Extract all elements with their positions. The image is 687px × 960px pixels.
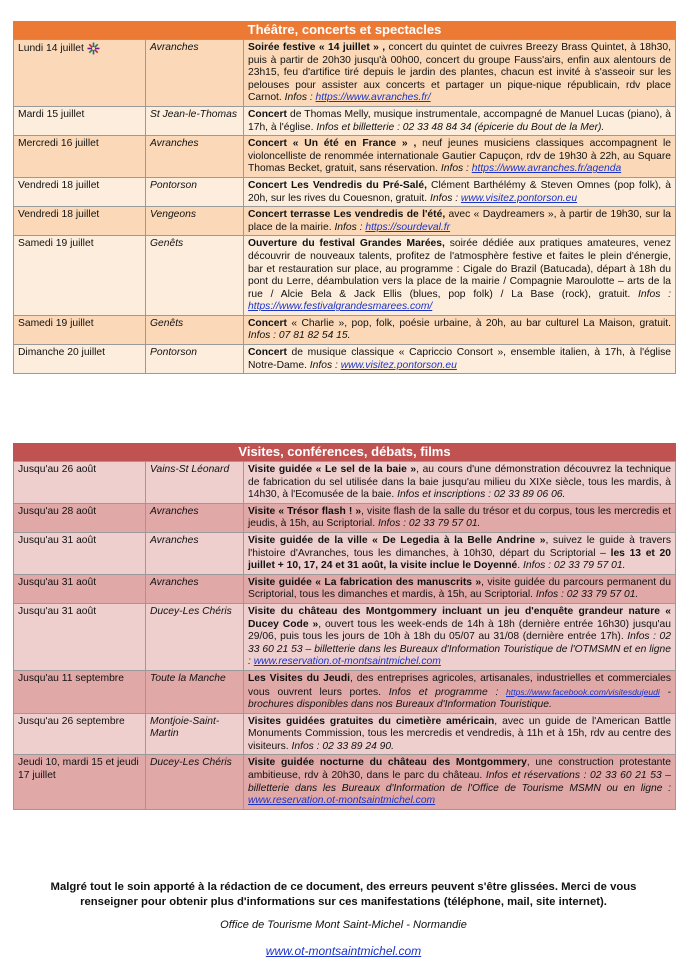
event-text: , suivez le guide à travers l'histoire d'Avranches, tous les dimanches, à 10h30, départ du Scriptorial – <box>248 534 671 559</box>
event-place: Genêts <box>146 236 244 316</box>
event-title: les 13 et 20 juillet + 10, 17, 24 et 31 août, la visite inclue le Doyenné <box>248 547 671 572</box>
events-table <box>13 39 676 374</box>
event-info: Infos : <box>309 359 341 371</box>
fireworks-icon <box>87 42 100 55</box>
event-title: Les Visites du Jeudi <box>248 672 350 684</box>
disclaimer <box>0 880 687 910</box>
event-info: Infos et réservations : 02 33 60 21 53 – billetterie dans les Bureaux d'Information de l'Office de Tourisme MSMN ou en ligne : <box>248 770 671 794</box>
section-visites-conferences <box>13 443 676 810</box>
event-place: Vains-St Léonard <box>146 462 244 504</box>
event-title: Visite guidée « Le sel de la baie » <box>248 464 417 475</box>
website-link[interactable]: www.ot-montsaintmichel.com <box>265 944 422 958</box>
event-date <box>14 574 146 603</box>
event-text: « Charlie », pop, folk, poésie urbaine, à 20h, au bar culturel La Maison, gratuit. <box>286 317 671 329</box>
event-date-text: Vendredi 18 juillet <box>18 209 100 221</box>
event-date-text: Jusqu'au 28 août <box>18 505 97 517</box>
event-row <box>14 315 676 344</box>
event-row <box>14 503 676 532</box>
event-text: , visite guidée du parcours permanent du Scriptorial, tous les dimanches et mardis, à 15h, au Scriptorial. <box>248 576 671 601</box>
event-description <box>244 755 676 809</box>
office-word: - <box>406 919 410 931</box>
event-row <box>14 207 676 236</box>
event-date-text: Mardi 15 juillet <box>18 108 85 120</box>
event-date <box>14 462 146 504</box>
event-text: neuf jeunes musiciens classiques accompagnent le violoncelliste de renommée internationale Gautier Capuçon, rdv de 19h30 à 22h, au Square Thomas Becket, gratuit, sans réservation. <box>248 138 671 175</box>
event-date-text: Jusqu'au 31 août <box>18 534 97 546</box>
event-description <box>244 207 676 236</box>
event-text: . <box>517 560 523 572</box>
office-word: Saint-Michel <box>342 919 404 931</box>
disclaimer-line: renseigner pour obtenir plus d'informations sur ces manifestations (téléphone, mail, site internet). <box>80 896 607 908</box>
event-place: Ducey-Les Chéris <box>146 603 244 670</box>
event-text: avec « Daydreamers », à partir de 19h30, sur la place de la mairie. <box>248 209 671 233</box>
event-place: Avranches <box>146 40 244 107</box>
event-text: , visite flash de la salle du trésor et du corpus, tous les mercredis et jeudis, à 15h, au Scriptorial. <box>248 505 672 530</box>
event-info: Infos : <box>334 221 366 233</box>
event-date <box>14 177 146 206</box>
office-word: Office <box>220 919 249 931</box>
event-date-text: Jusqu'au 31 août <box>18 576 97 588</box>
event-row <box>14 136 676 178</box>
event-date <box>14 40 146 107</box>
event-info: Infos et programme : <box>388 686 507 698</box>
event-row <box>14 106 676 135</box>
event-text: concert du quintet de cuivres Breezy Brass Quintet, à 18h30, puis à partir de 20h30 jusqu'à 00h00, concert du groupe Fauss'airs, enfin aux alentours de 23h15, feu d'artifice tiré depuis le jardin des plantes, chacun est invité à s'asseoir sur les pelouses pour assister aux concerts et partager un pique-nique républicain, rdv place Carnot. <box>248 42 671 104</box>
event-title: Concert <box>248 347 287 359</box>
event-text: , une construction protestante ambitieuse, rdv à 20h30, dans le parc du château. <box>248 757 671 782</box>
event-info: Infos : <box>440 163 472 175</box>
event-place: Avranches <box>146 503 244 532</box>
event-text: , des entreprises agricoles, artisanales, industrielles et commerciales vous ouvrent leurs portes. <box>248 672 671 698</box>
event-description <box>244 315 676 344</box>
event-date <box>14 755 146 809</box>
event-place: Toute la Manche <box>146 670 244 713</box>
event-date <box>14 713 146 755</box>
event-date-text: Vendredi 18 juillet <box>18 179 100 191</box>
office-word: Tourisme <box>267 919 313 931</box>
event-date-text: Jusqu'au 31 août <box>18 605 97 617</box>
event-description <box>244 574 676 603</box>
section-title: Théâtre, concerts et spectacles <box>13 21 676 39</box>
event-description <box>244 177 676 206</box>
event-row <box>14 574 676 603</box>
event-title: Visite guidée nocturne du château des Montgommery <box>248 757 527 769</box>
event-date-text: Jeudi 10, mardi 15 et jeudi 17 juillet <box>18 757 139 782</box>
office-word: Mont <box>315 919 340 931</box>
event-description <box>244 462 676 504</box>
event-row <box>14 236 676 316</box>
info-link[interactable]: https://www.facebook.com/visitesdujeudi <box>506 686 660 697</box>
event-row <box>14 40 676 107</box>
event-description <box>244 670 676 713</box>
event-date <box>14 532 146 574</box>
event-info: Infos : <box>638 288 672 300</box>
event-title: Visite guidée « La fabrication des manuscrits » <box>248 576 482 588</box>
event-description <box>244 532 676 574</box>
section-theatre-concerts <box>13 21 676 374</box>
event-date <box>14 207 146 236</box>
office-word: de <box>251 919 265 931</box>
event-place: St Jean-le-Thomas <box>146 106 244 135</box>
event-description <box>244 713 676 755</box>
event-date <box>14 503 146 532</box>
event-place: Vengeons <box>146 207 244 236</box>
event-place: Avranches <box>146 574 244 603</box>
event-row <box>14 670 676 713</box>
event-date <box>14 106 146 135</box>
event-text: , avec un guide de l'American Battle Monuments Commission, tous les mercredis et vendredis, à 11h et à 15h, rdv au centre des visiteurs. <box>248 715 672 752</box>
event-row <box>14 713 676 755</box>
event-title: Concert « Un été en France » , <box>248 138 417 150</box>
info-link[interactable]: www.visitez.pontorson.eu <box>340 359 457 371</box>
info-link[interactable]: https://www.avranches.fr/agenda <box>471 163 622 175</box>
event-title: Concert <box>248 108 287 120</box>
event-description <box>244 603 676 670</box>
event-title: Visite guidée de la ville « De Legedia à la Belle Andrine » <box>248 534 546 546</box>
event-date <box>14 345 146 374</box>
event-info: Infos : <box>284 92 316 104</box>
event-place: Ducey-Les Chéris <box>146 755 244 809</box>
event-info: Infos : <box>430 192 461 204</box>
event-text: , au cours d'une démonstration découvrez la technique de fabrication du sel utilisée dans la baie jusqu'au milieu du XIXe siècle, tous les mardis, à 14h30, à l'Ecomusée de la baie. <box>248 464 671 501</box>
event-date <box>14 603 146 670</box>
info-link[interactable]: https://www.avranches.fr/ <box>315 92 431 104</box>
event-date <box>14 136 146 178</box>
event-description <box>244 236 676 316</box>
event-description <box>244 136 676 178</box>
event-place: Pontorson <box>146 345 244 374</box>
event-text: soirée dédiée aux pratiques amateures, venez découvrir de nouveaux talents, profitez de l'atmosphère festive et faites le plein d'énergie, bar et restauration sur place, au programme : Cigale do Brazil (Batucada), départ à 18h du pont du Lerre, déambulation vers la place de la mairie / Compagnie Maroulotte – arts de la rue / Alcie Bela & Jack Ellis (blues, pop folk) / La Base (rock), gratuit. <box>248 238 671 300</box>
event-info: Infos : 02 33 60 21 53 – billetterie dans les Bureaux d'Information Touristique de l'OTMSMN et en ligne : <box>248 631 672 668</box>
event-date <box>14 236 146 316</box>
event-description <box>244 345 676 374</box>
info-link[interactable]: www.reservation.ot-montsaintmichel.com <box>253 656 441 668</box>
event-info: Infos et inscriptions : 02 33 89 06 06. <box>397 489 566 501</box>
event-row <box>14 177 676 206</box>
event-date-text: Jusqu'au 11 septembre <box>18 672 124 684</box>
info-link[interactable]: www.reservation.ot-montsaintmichel.com <box>248 795 436 807</box>
event-place: Avranches <box>146 136 244 178</box>
events-table <box>13 461 676 810</box>
event-description <box>244 106 676 135</box>
event-title: Concert terrasse Les vendredis de l'été, <box>248 209 446 221</box>
event-text: Clément Barthélémy & Steven Omnes (pop folk), à 20h, sur les rives du Couesnon, gratuit. <box>248 179 671 204</box>
event-date-text: Mercredi 16 juillet <box>18 138 99 150</box>
event-info: Infos : 02 33 89 24 90. <box>291 740 394 752</box>
event-title: Ouverture du festival Grandes Marées, <box>248 238 445 250</box>
event-row <box>14 755 676 809</box>
event-row <box>14 462 676 504</box>
event-description <box>244 503 676 532</box>
event-date-text: Dimanche 20 juillet <box>18 347 105 359</box>
event-title: Visite du château des Montgommery incluant un jeu d'enquête grandeur nature « Ducey Code » <box>248 605 671 630</box>
event-title: Visite « Trésor flash ! » <box>248 505 362 517</box>
event-info: Infos et billetterie : 02 33 48 84 34 (épicerie du Bout de la Mer). <box>316 121 605 133</box>
event-info: Infos : 07 81 82 54 15. <box>248 330 351 342</box>
info-link[interactable]: https://sourdeval.fr <box>365 221 451 233</box>
event-date-text: Jusqu'au 26 septembre <box>18 715 125 727</box>
event-title: Concert <box>248 317 287 329</box>
website-footer <box>0 944 687 958</box>
event-date <box>14 670 146 713</box>
event-place: Montjoie-Saint-Martin <box>146 713 244 755</box>
event-date-text: Jusqu'au 26 août <box>18 464 97 475</box>
event-title: Visites guidées gratuites du cimetière américain <box>248 715 495 727</box>
event-text: , ouvert tous les week-ends de 14h à 18h (dernière entrée 16h30) jusqu'au 29/06, puis tous les jours de 10h à 18h du 05/07 au 31/08 (dernière entrée 17h). <box>248 618 671 643</box>
info-link[interactable]: www.visitez.pontorson.eu <box>460 192 578 204</box>
office-word: Normandie <box>413 919 467 931</box>
event-info: Infos : 02 33 79 57 01. <box>377 518 481 530</box>
info-link[interactable]: https://www.festivalgrandesmarees.com/ <box>248 301 433 313</box>
event-date-text: Lundi 14 juillet <box>18 43 84 55</box>
event-info: Infos : 02 33 79 57 01. <box>535 589 639 601</box>
event-date <box>14 315 146 344</box>
event-place: Genêts <box>146 315 244 344</box>
event-title: Concert Les Vendredis du Pré-Salé, <box>248 179 427 191</box>
event-description <box>244 40 676 107</box>
event-row <box>14 603 676 670</box>
event-date-text: Samedi 19 juillet <box>18 317 94 329</box>
event-info: - brochures disponibles dans nos Bureaux d'Information Touristique. <box>248 686 671 711</box>
event-date-text: Samedi 19 juillet <box>18 238 94 250</box>
event-place: Avranches <box>146 532 244 574</box>
disclaimer-line: Malgré tout le soin apporté à la rédaction de ce document, des erreurs peuvent s'être glissées. Merci de vous <box>50 881 637 893</box>
office-signature <box>0 919 687 931</box>
event-row <box>14 345 676 374</box>
event-text: de musique classique « Capriccio Consort », ensemble italien, à 17h, à l'église Notre-Dame. <box>248 347 671 371</box>
event-place: Pontorson <box>146 177 244 206</box>
event-title: Soirée festive « 14 juillet » , <box>248 42 386 53</box>
event-row <box>14 532 676 574</box>
section-title: Visites, conférences, débats, films <box>13 443 676 461</box>
event-info: Infos : 02 33 79 57 01. <box>523 560 626 572</box>
event-text: de Thomas Melly, musique instrumentale, accompagné de Manuel Lucas (piano), à 17h, à l'église. <box>248 108 671 133</box>
